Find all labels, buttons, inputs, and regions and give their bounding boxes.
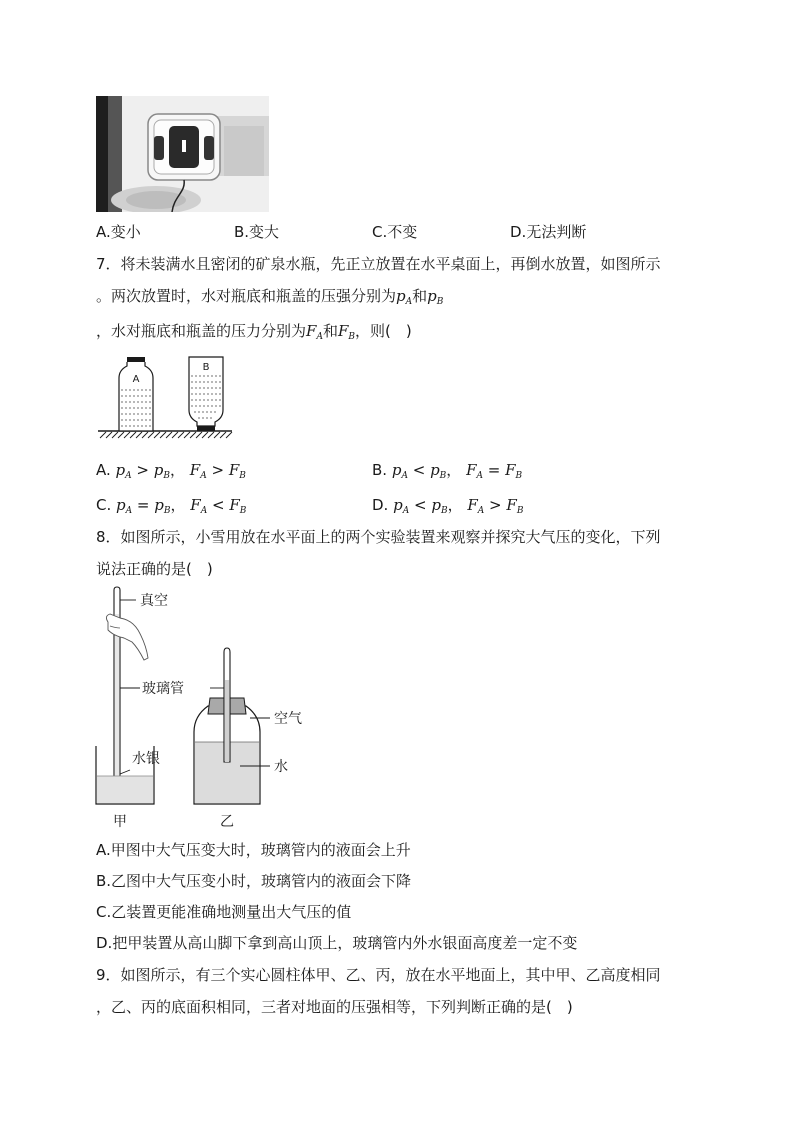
q8-stem-line2: 说法正确的是( ) — [96, 560, 213, 578]
q7-stem-and2: 和 — [322, 322, 338, 340]
q6-option-d[interactable]: D.无法判断 — [510, 223, 587, 241]
q8-stem-line1: 8．如图所示，小雪用放在水平面上的两个实验装置来观察并探究大气压的变化，下列 — [96, 528, 661, 546]
q6-option-a[interactable]: A.变小 — [96, 223, 141, 241]
label-jia: 甲 — [113, 814, 127, 830]
q8-option-a[interactable]: A.甲图中大气压变大时，玻璃管内的液面会上升 — [96, 841, 411, 859]
label-yi: 乙 — [220, 814, 234, 830]
symbol-f-b: $F_B$ — [337, 322, 355, 342]
symbol-p-b: $p_B$ — [427, 287, 444, 307]
q8-barometer-figure — [90, 586, 320, 832]
q7-stem-line2-text: 。两次放置时，水对瓶底和瓶盖的压强分别为 — [96, 287, 397, 305]
window-robot-photo — [96, 96, 269, 212]
bottle-a-label: A — [132, 374, 140, 385]
q9-stem-line2: ，乙、丙的底面积相同，三者对地面的压强相等，下列判断正确的是( ) — [96, 998, 573, 1016]
q7-stem-line3 — [96, 321, 412, 347]
label-mercury: 水银 — [132, 751, 160, 767]
bottle-b — [189, 357, 223, 431]
q7-option-b[interactable]: B. $p_A < p_B$， $F_A = F_B$ — [372, 461, 523, 481]
bottle-a — [119, 357, 153, 431]
q7-stem-end: ，则( ) — [355, 322, 412, 340]
q7-option-c[interactable]: C. $p_A = p_B$， $F_A < F_B$ — [96, 496, 247, 516]
q6-option-b[interactable]: B.变大 — [234, 223, 280, 241]
label-air: 空气 — [274, 711, 302, 727]
symbol-f-a: $F_A$ — [306, 322, 323, 342]
q7-bottles-figure — [96, 352, 236, 446]
q7-stem-line2 — [96, 286, 443, 312]
label-water: 水 — [274, 759, 288, 775]
jia-apparatus — [96, 587, 184, 830]
q7-option-d[interactable]: D. $p_A < p_B$， $F_A > F_B$ — [372, 496, 524, 516]
q6-option-c[interactable]: C.不变 — [372, 223, 418, 241]
symbol-p-a: $p_A$ — [396, 287, 413, 307]
label-glass-tube: 玻璃管 — [142, 681, 184, 697]
label-vacuum: 真空 — [140, 593, 168, 609]
bottle-b-label: B — [202, 362, 210, 373]
yi-apparatus — [194, 648, 302, 830]
q7-stem-line1: 7．将未装满水且密闭的矿泉水瓶，先正立放置在水平桌面上，再倒水放置，如图所示 — [96, 255, 661, 273]
q8-option-c[interactable]: C.乙装置更能准确地测量出大气压的值 — [96, 903, 352, 921]
q7-stem-line3-text: ，水对瓶底和瓶盖的压力分别为 — [96, 322, 307, 340]
q8-option-b[interactable]: B.乙图中大气压变小时，玻璃管内的液面会下降 — [96, 872, 412, 890]
q7-stem-and: 和 — [412, 287, 428, 305]
q9-stem-line1: 9．如图所示，有三个实心圆柱体甲、乙、丙，放在水平地面上，其中甲、乙高度相同 — [96, 966, 661, 984]
q8-option-d[interactable]: D.把甲装置从高山脚下拿到高山顶上，玻璃管内外水银面高度差一定不变 — [96, 934, 578, 952]
q7-option-a[interactable]: A. $p_A > p_B$， $F_A > F_B$ — [96, 461, 246, 481]
